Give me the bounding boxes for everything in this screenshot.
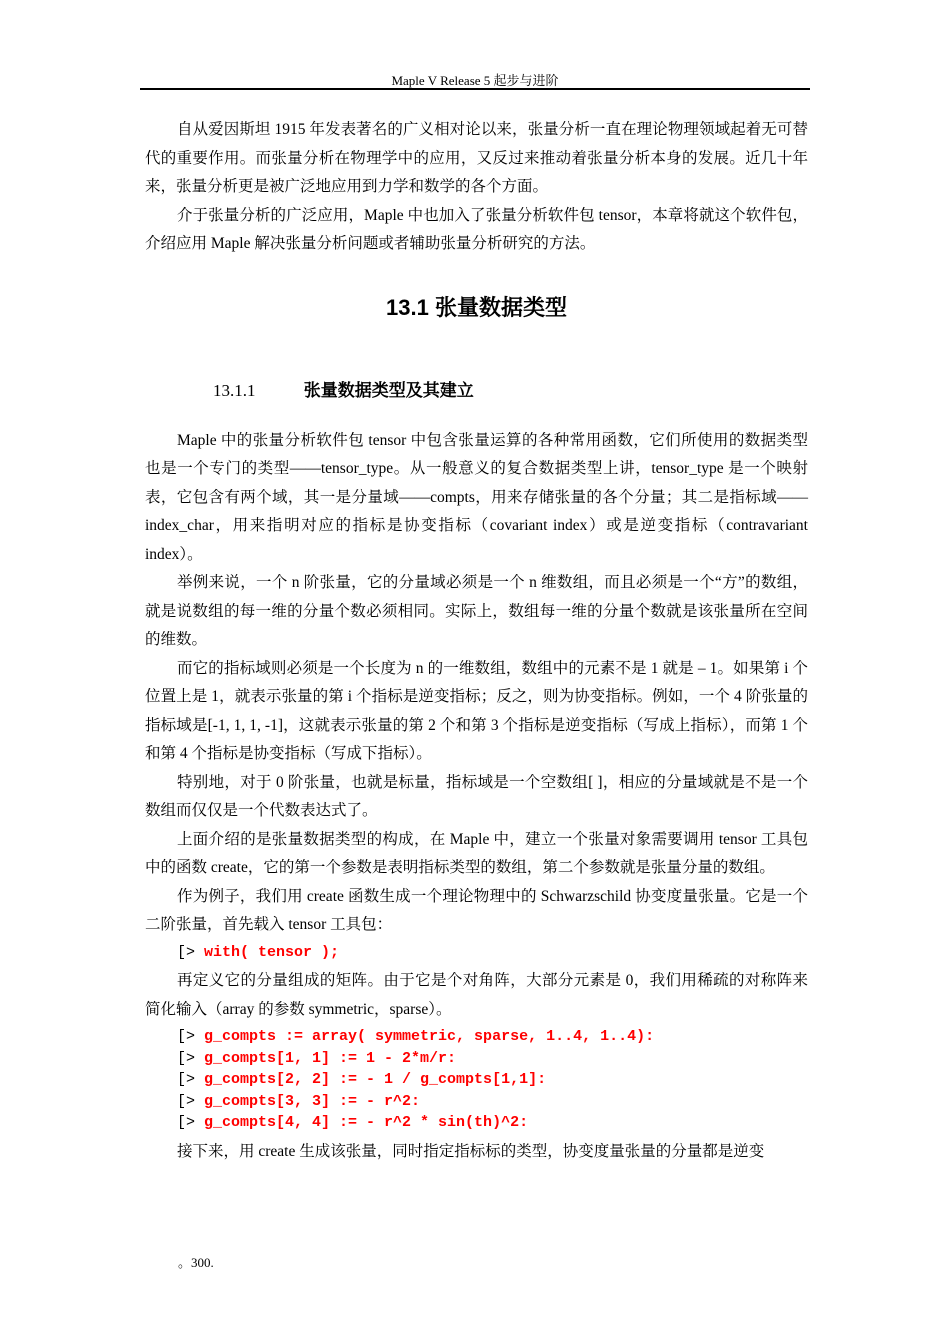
- code-line: [145, 1091, 808, 1113]
- maple-command: g_compts[3, 3] := - r^2:: [204, 1092, 421, 1110]
- maple-command: with( tensor );: [204, 943, 340, 961]
- code-line: [145, 942, 808, 964]
- subsection-number: 13.1.1: [213, 380, 256, 400]
- body-paragraph-6: 作为例子，我们用 create 函数生成一个理论物理中的 Schwarzschild 协变度量张量。它是一个二阶张量，首先载入 tensor 工具包：: [145, 887, 808, 933]
- maple-prompt: [>: [177, 1028, 205, 1045]
- maple-prompt: [>: [177, 1114, 205, 1131]
- maple-prompt: [>: [177, 943, 205, 961]
- page-body: [145, 116, 808, 1166]
- maple-command: g_compts[1, 1] := 1 - 2*m/r:: [204, 1049, 457, 1067]
- page-number: 。300.: [178, 1255, 214, 1270]
- maple-command: g_compts[2, 2] := - 1 / g_compts[1,1]:: [204, 1071, 547, 1088]
- code-line: [145, 1069, 808, 1091]
- maple-prompt: [>: [177, 1071, 205, 1088]
- body-paragraph-1: Maple 中的张量分析软件包 tensor 中包含张量运算的各种常用函数，它们所使用的数据类型也是一个专门的类型——tensor_type。从一般意义的复合数据类型上讲，tensor_type 是一个映射表，它包含有两个域，其一是分量域——compts，用来存储张量的各个分量；其二是指标域——index_char，用来指明对应的指标是协变指标（covariant index）或是逆变指标（contravariant index）。: [145, 431, 808, 563]
- intro-paragraph-2: 介于张量分析的广泛应用，Maple 中也加入了张量分析软件包 tensor，本章将就这个软件包，介绍应用 Maple 解决张量分析问题或者辅助张量分析研究的方法。: [145, 206, 808, 252]
- intro-paragraph-1: 自从爱因斯坦 1915 年发表著名的广义相对论以来，张量分析一直在理论物理领域起着无可替代的重要作用。而张量分析在物理学中的应用，又反过来推动着张量分析本身的发展。近几十年来，张量分析更是被广泛地应用到力学和数学的各个方面。: [145, 121, 808, 195]
- body-paragraph-8: 接下来，用 create 生成该张量，同时指定指标标的类型，协变度量张量的分量都是逆变: [177, 1142, 765, 1160]
- maple-command: g_compts[4, 4] := - r^2 * sin(th)^2:: [204, 1114, 529, 1131]
- body-paragraph-7: 再定义它的分量组成的矩阵。由于它是个对角阵，大部分元素是 0，我们用稀疏的对称阵来简化输入（array 的参数 symmetric，sparse）。: [145, 972, 808, 1018]
- code-block-2: [145, 1026, 808, 1134]
- maple-command: g_compts := array( symmetric, sparse, 1..4, 1..4):: [204, 1028, 655, 1045]
- code-line: [145, 1048, 808, 1070]
- maple-prompt: [>: [177, 1092, 205, 1110]
- body-paragraph-3: 而它的指标域则必须是一个长度为 n 的一维数组，数组中的元素不是 1 就是 – 1。如果第 i 个位置上是 1，就表示张量的第 i 个指标是逆变指标；反之，则为协变指标。例如，一个 4 阶张量的指标域是[-1, 1, 1, -1]，这就表示张量的第 2 个和第 3 个指标是逆变指标（写成上指标），而第 1 个和第 4 个指标是协变指标（写成下指标）。: [145, 659, 808, 762]
- running-header: Maple V Release 5 起步与进阶: [391, 73, 559, 88]
- maple-prompt: [>: [177, 1049, 205, 1067]
- subsection-heading: 张量数据类型及其建立: [303, 380, 474, 400]
- header-rule: [140, 88, 810, 90]
- body-paragraph-5: 上面介绍的是张量数据类型的构成，在 Maple 中，建立一个张量对象需要调用 tensor 工具包中的函数 create，它的第一个参数是表明指标类型的数组，第二个参数就是张量分量的数组。: [145, 830, 808, 876]
- body-paragraph-4: 特别地，对于 0 阶张量，也就是标量，指标域是一个空数组[ ]，相应的分量域就是不是一个数组而仅仅是一个代数表达式了。: [145, 773, 808, 819]
- section-title: 13.1 张量数据类型: [386, 294, 567, 320]
- code-block-1: [145, 942, 808, 964]
- subsection-title: [145, 377, 808, 405]
- code-line: [145, 1112, 808, 1134]
- body-paragraph-2: 举例来说，一个 n 阶张量，它的分量域必须是一个 n 维数组，而且必须是一个“方”的数组，就是说数组的每一维的分量个数必须相同。实际上，数组每一维的分量个数就是该张量所在空间的维数。: [145, 574, 808, 648]
- code-line: [145, 1026, 808, 1048]
